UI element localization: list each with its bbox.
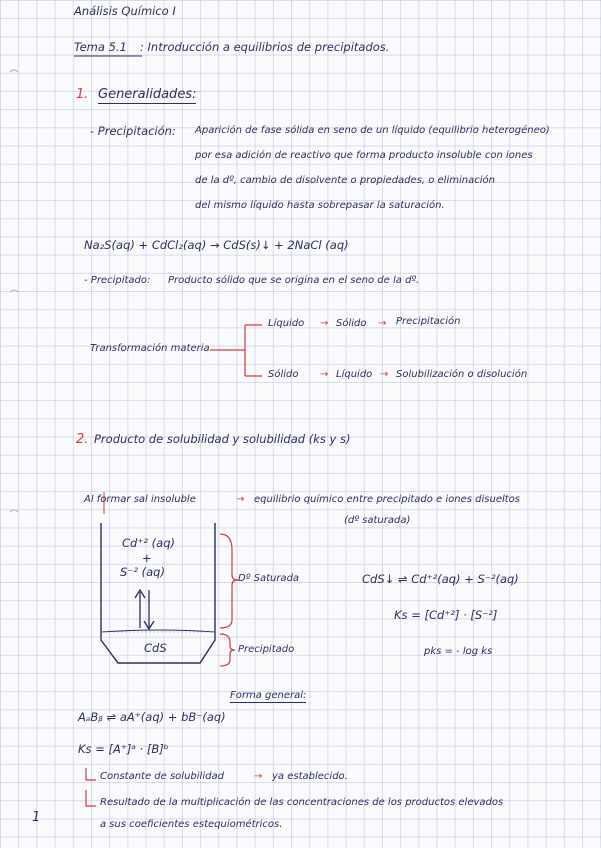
section1-number: 1. (76, 87, 89, 102)
note-1b: ya establecido. (272, 771, 348, 782)
branch-top-end: Precipitación (396, 316, 461, 327)
precipitado-text: Producto sólido que se origina en el seno de la dº. (168, 275, 420, 286)
precipitacion-line-2: por esa adición de reactivo que forma producto insoluble con iones (195, 150, 533, 161)
branch-bottom-start: Sólido (268, 369, 299, 380)
beaker-solid: CdS (144, 641, 167, 655)
intro-b: equilibrio químico entre precipitado e iones disueltos (254, 494, 521, 505)
beaker-cation: Cd⁺² (aq) (122, 536, 175, 550)
general-ks: Ks = [A⁺]ᵃ · [B]ᵇ (78, 742, 169, 756)
reaction-equation: Na₂S(aq) + CdCl₂(aq) → CdS(s)↓ + 2NaCl (aq) (84, 238, 349, 252)
pks-expression: pks = - log ks (424, 646, 493, 657)
intro-a: Al formar sal insoluble (84, 494, 196, 505)
precipitacion-label: - Precipitación: (90, 124, 176, 138)
note-1a: Constante de solubilidad (100, 771, 224, 782)
precipitacion-line-1: Aparición de fase sólida en seno de un líquido (equilibrio heterogéneo) (195, 125, 550, 136)
intro-c: (dº saturada) (344, 515, 411, 526)
intro-arrow: → (236, 494, 245, 505)
branch-bottom-end: Solubilización o disolución (396, 369, 528, 380)
note-2-line-2: a sus coeficientes estequiométricos. (100, 819, 283, 830)
branch-top-arrow-2: → (378, 318, 387, 329)
branch-top-start: Líquido (268, 318, 305, 329)
topic-label: Tema 5.1 (74, 40, 127, 54)
branch-top-mid: Sólido (336, 318, 367, 329)
branch-bottom-arrow-2: → (380, 369, 389, 380)
beaker-plus: + (142, 551, 152, 565)
section1-title: Generalidades: (98, 87, 197, 102)
branch-bottom-mid: Líquido (336, 369, 373, 380)
precipitacion-line-4: del mismo líquido hasta sobrepasar la saturación. (195, 200, 445, 211)
beaker-anion: S⁻² (aq) (120, 565, 165, 579)
general-form-title: Forma general: (230, 690, 307, 701)
page-number: 1 (32, 810, 41, 825)
precipitacion-line-3: de la dº, cambio de disolvente o propiedades, o eliminación (195, 175, 495, 186)
general-equation: AₐBᵦ ⇌ aA⁺(aq) + bB⁻(aq) (78, 710, 226, 724)
branch-top-arrow-1: → (320, 318, 329, 329)
branch-bottom-arrow-1: → (320, 369, 329, 380)
precipitado-label: - Precipitado: (84, 275, 151, 286)
label-saturada: Dº Saturada (238, 573, 300, 584)
equilibrium-equation: CdS↓ ⇌ Cd⁺²(aq) + S⁻²(aq) (362, 572, 519, 586)
topic-title: : Introducción a equilibrios de precipitados. (140, 40, 390, 54)
note-1-arrow: → (254, 771, 263, 782)
section2-number: 2. (76, 432, 89, 447)
ks-expression: Ks = [Cd⁺²] · [S⁻²] (394, 608, 498, 622)
label-precipitado: Precipitado (238, 644, 295, 655)
transformacion-label: Transformación materia (90, 343, 210, 354)
note-2-line-1: Resultado de la multiplicación de las concentraciones de los productos elevados (100, 797, 504, 808)
section2-title: Producto de solubilidad y solubilidad (ks y s) (94, 432, 351, 446)
subject-title: Análisis Químico I (74, 4, 176, 18)
